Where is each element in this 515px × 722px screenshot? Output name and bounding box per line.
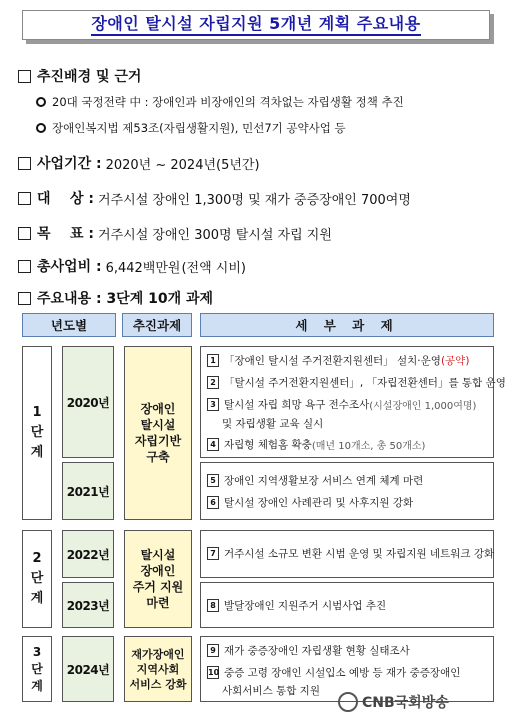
- circle-bullet-icon: [36, 123, 46, 133]
- year-2024: 2024년: [62, 636, 114, 702]
- detail-item-1: 1 「장애인 탈시설 주거전환지원센터」 설치·운영 (공약): [207, 353, 469, 368]
- checkbox-square-icon: [18, 227, 31, 240]
- cnb-logo-icon: [338, 692, 358, 712]
- detail-item-8: 8 발달장애인 지원주거 시범사업 추진: [207, 598, 386, 613]
- stage-3-label: 3 단 계: [22, 636, 52, 702]
- checkbox-square-icon: [18, 70, 31, 83]
- year-2021: 2021년: [62, 462, 114, 520]
- title-box: [22, 10, 492, 42]
- detail-box-2022: [200, 530, 494, 578]
- header-task: 추진과제: [122, 313, 192, 337]
- task-stage-1: 장애인 탈시설 자립기반 구축: [124, 346, 192, 520]
- task-stage-3: 재가장애인 지역사회 서비스 강화: [124, 636, 192, 702]
- detail-box-2021: [200, 462, 494, 520]
- detail-item-6: 6 탈시설 장애인 사례관리 및 사후지원 강화: [207, 495, 413, 510]
- header-year: 년도별: [22, 313, 116, 337]
- detail-box-2023: [200, 582, 494, 628]
- section-target: 대 상 : 거주시설 장애인 1,300명 및 재가 중증장애인 700여명: [18, 188, 411, 208]
- section-goal: 목 표 : 거주시설 장애인 300명 탈시설 자립 지원: [18, 223, 332, 243]
- detail-item-2: 2 「탈시설 주거전환지원센터」, 「자립전환센터」를 통합 운영: [207, 375, 506, 390]
- detail-item-10: 10 중증 고령 장애인 시설입소 예방 등 재가 중증장애인: [208, 667, 461, 679]
- section-main: 주요내용 : 3단계 10개 과제: [18, 288, 213, 308]
- checkbox-square-icon: [18, 157, 31, 170]
- section-background-label: 추진배경 및 근거: [37, 69, 142, 85]
- checkbox-square-icon: [18, 292, 31, 305]
- detail-item-4: 4 자립형 체험홈 확충 (매년 10개소, 총 50개소): [207, 437, 425, 452]
- section-period: 사업기간 : 2020년 ~ 2024년(5년간): [18, 153, 260, 173]
- background-bullet-2: 장애인복지법 제53조(자립생활지원), 민선7기 공약사업 등: [36, 120, 346, 136]
- year-2023: 2023년: [62, 582, 114, 628]
- background-bullet-1: 20대 국정전략 中 : 장애인과 비장애인의 격차없는 자립생활 정책 추진: [36, 94, 404, 110]
- section-budget: 총사업비 : 6,442백만원 (전액 시비): [18, 256, 246, 276]
- detail-item-3: 3 탈시설 자립 희망 욕구 전수조사 (시설장애인 1,000여명): [207, 397, 476, 412]
- detail-item-3-cont: 및 자립생활 교육 실시: [222, 418, 324, 430]
- checkbox-square-icon: [18, 260, 31, 273]
- stage-2-label: 2 단 계: [22, 530, 52, 628]
- detail-item-5: 5 장애인 지역생활보장 서비스 연계 체계 마련: [207, 473, 423, 488]
- detail-box-2020: [200, 346, 506, 458]
- page-title: 장애인 탈시설 자립지원 5개년 계획 주요내용: [91, 14, 420, 36]
- header-detail: 세 부 과 제: [200, 313, 494, 337]
- year-2022: 2022년: [62, 530, 114, 578]
- circle-bullet-icon: [36, 97, 46, 107]
- cnb-watermark: CNB국회방송: [338, 692, 449, 712]
- stage-1-label: 1 단 계: [22, 346, 52, 520]
- year-2020: 2020년: [62, 346, 114, 458]
- section-background: [18, 66, 141, 86]
- task-stage-2: 탈시설 장애인 주거 지원 마련: [124, 530, 192, 628]
- detail-item-10-cont: 사회서비스 통합 지원: [222, 685, 320, 697]
- checkbox-square-icon: [18, 192, 31, 205]
- detail-item-9: 9 재가 중증장애인 자립생활 현황 실태조사: [207, 643, 410, 658]
- detail-item-7: 7 거주시설 소규모 변환 시범 운영 및 자립지원 네트워크 강화: [207, 546, 494, 561]
